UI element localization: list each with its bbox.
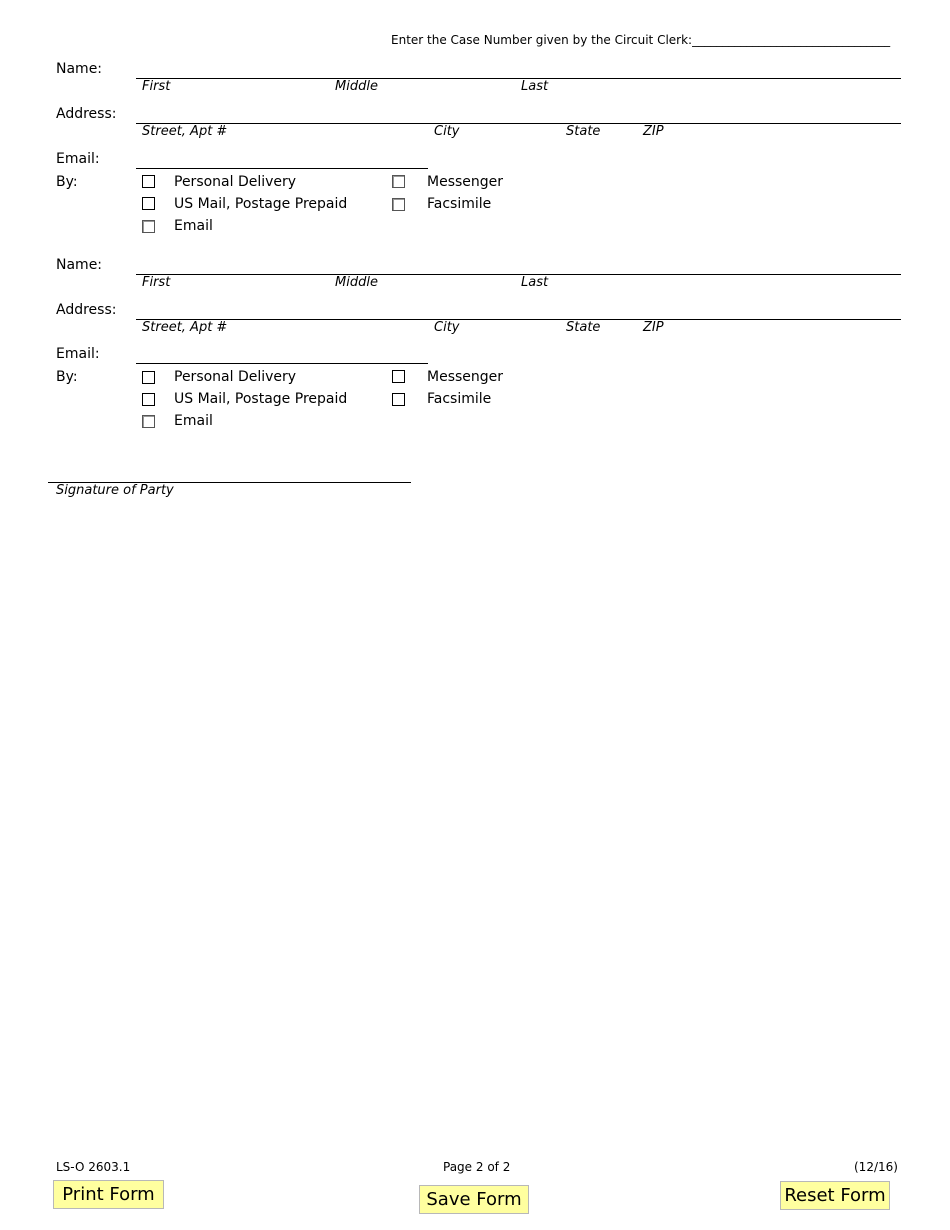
street-sublabel: Street, Apt #	[142, 320, 228, 335]
revision-date: (12/16)	[854, 1160, 898, 1174]
middle-sublabel: Middle	[335, 275, 378, 290]
zip-sublabel: ZIP	[643, 320, 664, 335]
state-sublabel: State	[566, 320, 601, 335]
last-sublabel: Last	[521, 275, 549, 290]
name-label: Name:	[56, 257, 103, 273]
email-label: Email:	[56, 151, 100, 167]
facsimile-checkbox-1[interactable]	[392, 198, 405, 211]
email-option-label: Email	[174, 413, 213, 429]
us-mail-checkbox-1[interactable]	[142, 197, 155, 210]
print-form-button[interactable]: Print Form	[53, 1180, 164, 1209]
personal-delivery-label: Personal Delivery	[174, 369, 297, 385]
case-number-prompt: Enter the Case Number given by the Circuit Clerk:_________________________________	[391, 33, 891, 47]
us-mail-checkbox-2[interactable]	[142, 393, 155, 406]
state-sublabel: State	[566, 124, 601, 139]
personal-delivery-checkbox-2[interactable]	[142, 371, 155, 384]
reset-form-button[interactable]: Reset Form	[780, 1181, 890, 1210]
facsimile-checkbox-2[interactable]	[392, 393, 405, 406]
us-mail-label: US Mail, Postage Prepaid	[174, 196, 348, 212]
messenger-label: Messenger	[427, 174, 504, 190]
address-label: Address:	[56, 302, 117, 318]
personal-delivery-label: Personal Delivery	[174, 174, 297, 190]
city-sublabel: City	[434, 124, 460, 139]
email-field-2[interactable]	[136, 363, 428, 364]
email-field-1[interactable]	[136, 168, 428, 169]
name-field-2[interactable]	[136, 274, 901, 275]
first-sublabel: First	[142, 275, 171, 290]
facsimile-label: Facsimile	[427, 196, 492, 212]
name-label: Name:	[56, 61, 103, 77]
last-sublabel: Last	[521, 79, 549, 94]
address-field-1[interactable]	[136, 123, 901, 124]
city-sublabel: City	[434, 320, 460, 335]
messenger-label: Messenger	[427, 369, 504, 385]
name-field-1[interactable]	[136, 78, 901, 79]
middle-sublabel: Middle	[335, 79, 378, 94]
messenger-checkbox-2[interactable]	[392, 370, 405, 383]
email-checkbox-2[interactable]	[142, 415, 155, 428]
facsimile-label: Facsimile	[427, 391, 492, 407]
signature-label: Signature of Party	[56, 483, 174, 498]
by-label: By:	[56, 174, 78, 190]
messenger-checkbox-1[interactable]	[392, 175, 405, 188]
email-label: Email:	[56, 346, 100, 362]
case-number-field[interactable]: _________________________________	[692, 33, 891, 47]
by-label: By:	[56, 369, 78, 385]
us-mail-label: US Mail, Postage Prepaid	[174, 391, 348, 407]
email-option-label: Email	[174, 218, 213, 234]
zip-sublabel: ZIP	[643, 124, 664, 139]
address-field-2[interactable]	[136, 319, 901, 320]
page-number: Page 2 of 2	[443, 1160, 511, 1174]
street-sublabel: Street, Apt #	[142, 124, 228, 139]
address-label: Address:	[56, 106, 117, 122]
first-sublabel: First	[142, 79, 171, 94]
save-form-button[interactable]: Save Form	[419, 1185, 529, 1214]
email-checkbox-1[interactable]	[142, 220, 155, 233]
form-id: LS-O 2603.1	[56, 1160, 131, 1174]
personal-delivery-checkbox-1[interactable]	[142, 175, 155, 188]
